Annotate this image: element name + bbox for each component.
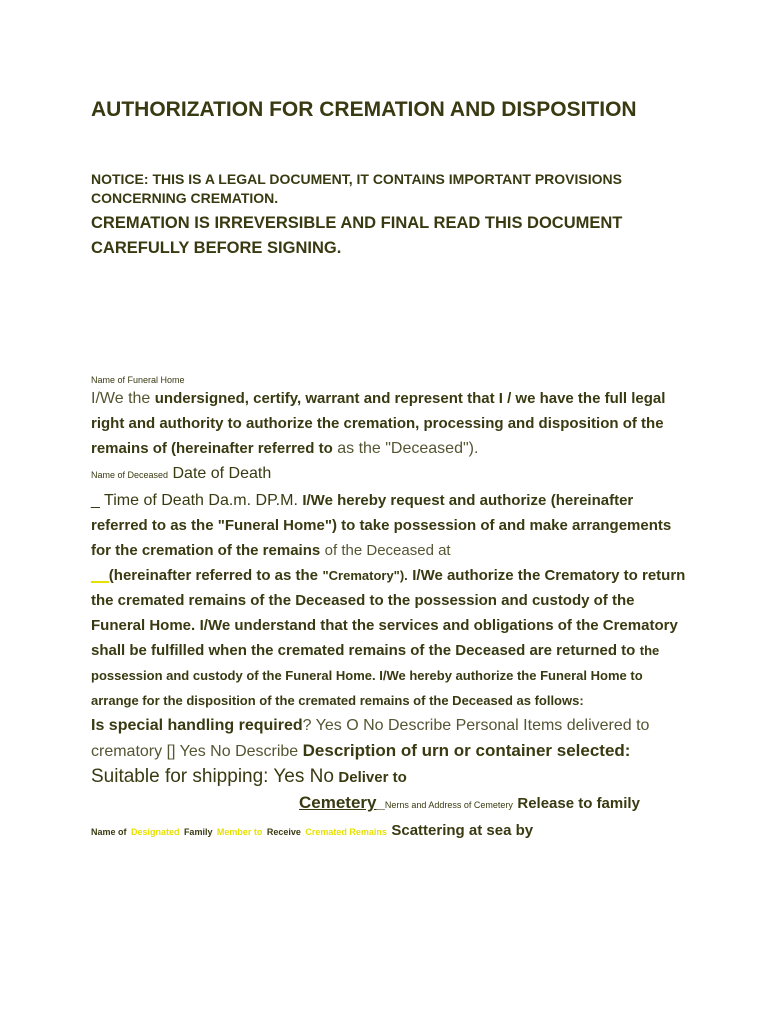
- cemetery-address-label: Nerns and Address of Cemetery: [384, 800, 513, 810]
- special-handling-options: ? Yes O No Describe Personal Items delivered to crematory [] Yes No Describe: [91, 717, 650, 760]
- special-handling-question: Is special handling required: [91, 717, 303, 734]
- cemetery-blank: _: [376, 795, 385, 812]
- urn-description-label: Description of urn or container selected:: [302, 741, 631, 760]
- the-deceased-text: the "Deceased").: [358, 440, 479, 457]
- return-remains-paragraph: I/We authorize the Crematory to return the cremated remains of the Deceased to the possession and custody of the Funeral Home.: [91, 567, 686, 634]
- funeral-home-label: Name of Funeral Home: [91, 375, 185, 385]
- deceased-name-label: Name of Deceased: [91, 470, 169, 480]
- crematory-quote: "Crematory").: [322, 568, 408, 583]
- deliver-to-label: Deliver to: [338, 769, 407, 786]
- iwe-text: I/We: [91, 390, 124, 407]
- name-of-text: Name of: [91, 827, 127, 837]
- shipping-question: Suitable for shipping: Yes No: [91, 766, 334, 787]
- time-of-death-label: _ Time of Death Da.m. DP.M.: [91, 492, 298, 509]
- authorization-body: [91, 386, 691, 845]
- certification-paragraph: undersigned, certify, warrant and represent that I / we have the full legal right and authority to authorize the cremation, processing and disposition of the remains of (hereinafter referred to: [91, 390, 666, 457]
- deceased-at-text: of the Deceased at: [324, 542, 451, 559]
- cremated-remains-text: Cremated Remains: [305, 827, 387, 837]
- family-text: Family: [183, 827, 213, 837]
- release-to-family-label: Release to family: [517, 795, 640, 812]
- as-text: as: [337, 440, 355, 457]
- document-title: AUTHORIZATION FOR CREMATION AND DISPOSITION: [91, 98, 637, 121]
- crematory-ref-text: (hereinafter referred to as the: [108, 567, 319, 584]
- member-to-text: Member to: [216, 827, 263, 837]
- cemetery-label: Cemetery: [299, 793, 377, 812]
- obligations-paragraph: I/We understand that the services and obligations of the Crematory shall be fulfilled when the cremated remains of the Deceased are returned to: [91, 617, 678, 659]
- scattering-at-sea-label: Scattering at sea by: [391, 822, 534, 839]
- disposition-paragraph: the possession and custody of the Funeral Home. I/We hereby authorize the Funeral Home to arrange for the disposition of the cremated remains of the Deceased as follows:: [91, 643, 660, 708]
- designated-text: Designated: [130, 827, 180, 837]
- legal-notice: NOTICE: THIS IS A LEGAL DOCUMENT, IT CONTAINS IMPORTANT PROVISIONS CONCERNING CREMATION.: [91, 171, 622, 206]
- date-of-death-label: Date of Death: [172, 465, 272, 482]
- cremation-warning: CREMATION IS IRREVERSIBLE AND FINAL READ THIS DOCUMENT CAREFULLY BEFORE SIGNING.: [91, 214, 623, 257]
- request-text: I/We hereby request and authorize: [302, 492, 547, 509]
- the-text: the: [128, 390, 151, 407]
- crematory-blank: __: [91, 567, 109, 584]
- receive-text: Receive: [266, 827, 301, 837]
- funeral-home-paragraph: (hereinafter referred to as the "Funeral Home") to take possession of and make arrangements for the cremation of the remains: [91, 492, 672, 559]
